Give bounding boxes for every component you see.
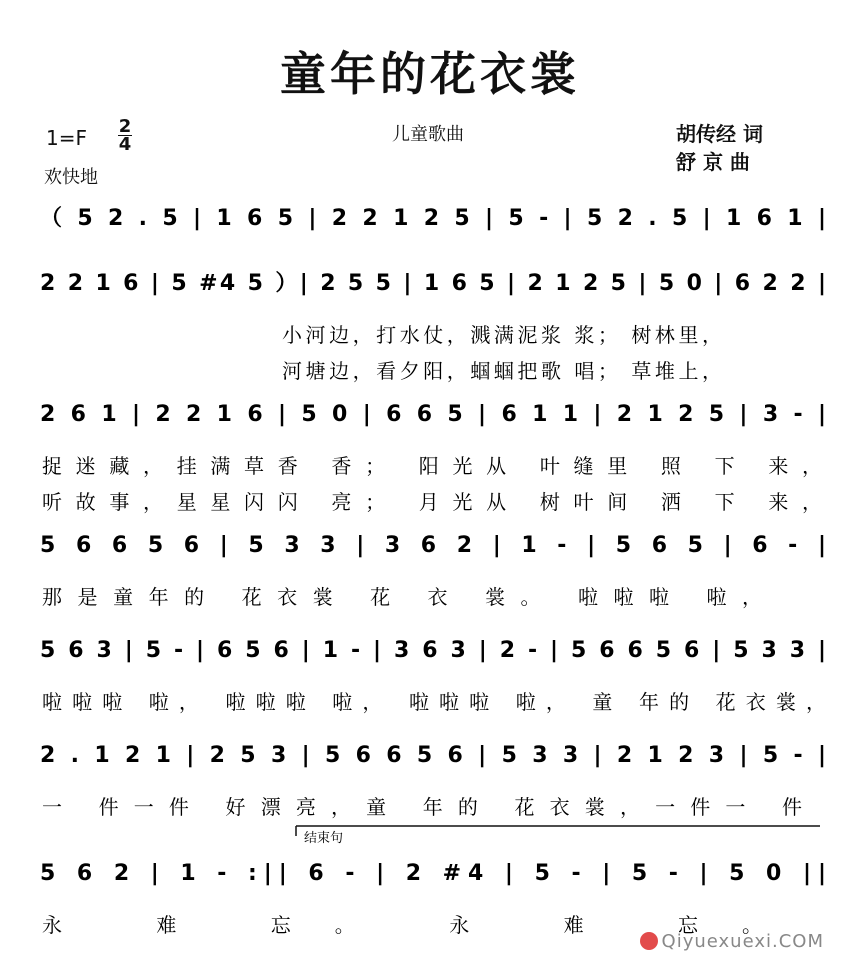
note-line: 2 6 1 | 2 2 1 6 | 5 0 | 6 6 5 | 6 1 1 | 2 1 2 5 | 3 - | xyxy=(40,402,826,427)
note-line: 5 6 6 5 6 | 5 3 3 | 3 6 2 | 1 - | 5 6 5 | 6 - | xyxy=(40,533,827,558)
note-line: 2 . 1 2 1 | 2 5 3 | 5 6 6 5 6 | 5 3 3 | 2 1 2 3 | 5 - | xyxy=(40,743,826,768)
lyric-line: 小河边，打水仗，溅满泥浆 浆； 树林里， xyxy=(282,323,722,347)
score-system xyxy=(40,402,826,514)
composer-credit: 舒 京 曲 xyxy=(676,150,750,174)
watermark-logo-icon xyxy=(640,932,658,950)
score-system xyxy=(40,638,826,714)
lyricist-credit: 胡传经 词 xyxy=(676,122,763,146)
key-signature: 1=F xyxy=(46,126,87,150)
score-system xyxy=(40,861,826,937)
lyric-line: 听故事，星星闪闪 亮； 月光从 树叶间 洒 下 来， xyxy=(42,490,822,514)
lyric-line: 捉迷藏，挂满草香 香； 阳光从 叶缝里 照 下 来， xyxy=(42,454,822,478)
lyric-line: 一 件一件 好漂亮，童 年的 花衣裳，一件一 件 xyxy=(42,795,802,819)
note-line: 2 2 1 6 | 5 #4 5 ）| 2 5 5 | 1 6 5 | 2 1 2 5 | 5 0 | 6 2 2 | xyxy=(40,271,827,296)
watermark-text: Qiyuexuexi.COM xyxy=(661,931,824,952)
song-genre: 儿童歌曲 xyxy=(392,124,464,145)
score-system xyxy=(40,533,826,609)
song-title: 童年的花衣裳 xyxy=(280,47,580,101)
note-line: 5 6 2 | 1 - :|| 6 - | 2 #4 | 5 - | 5 - | 5 0 || xyxy=(40,861,826,886)
lyric-line: 那是童年的 花衣裳 花 衣 裳。 啦啦啦 啦， xyxy=(42,585,762,609)
score-system xyxy=(40,271,826,383)
watermark xyxy=(640,931,824,952)
tempo-marking: 欢快地 xyxy=(44,167,98,188)
lyric-line: 永 难 忘。 永 难 忘。 xyxy=(42,913,763,937)
note-line: 5 6 3 | 5 - | 6 5 6 | 1 - | 3 6 3 | 2 - | 5 6 6 5 6 | 5 3 3 | xyxy=(40,638,826,663)
ending-label: 结束句 xyxy=(304,831,344,846)
score-system xyxy=(40,206,826,233)
lyric-line: 啦啦啦 啦， 啦啦啦 啦， 啦啦啦 啦， 童 年的 花衣裳， xyxy=(42,690,826,714)
time-signature-bottom: 4 xyxy=(118,134,132,155)
ending-bracket xyxy=(296,826,820,846)
lyric-line: 河塘边，看夕阳，蝈蝈把歌 唱； 草堆上， xyxy=(282,359,722,383)
time-signature-top: 2 xyxy=(118,116,132,137)
note-line: （ 5 2 . 5 | 1 6 5 | 2 2 1 2 5 | 5 - | 5 2 . 5 | 1 6 1 | xyxy=(40,206,826,231)
score-system xyxy=(40,743,826,819)
